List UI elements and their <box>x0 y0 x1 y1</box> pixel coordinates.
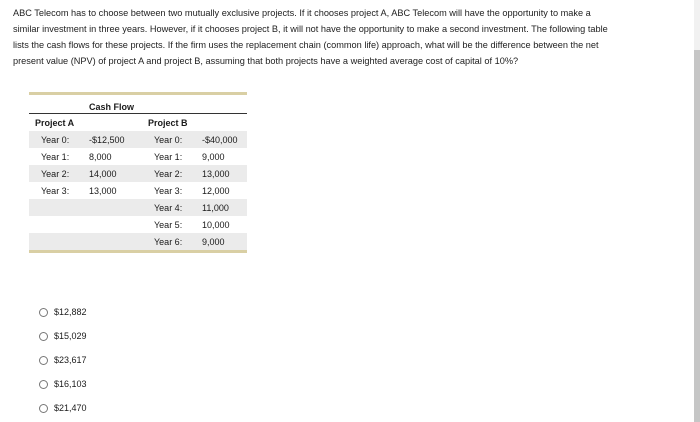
table-bottom-rule <box>29 250 247 253</box>
vertical-scrollbar[interactable] <box>694 0 700 422</box>
project-b-value: 12,000 <box>202 186 230 196</box>
answer-options <box>39 300 87 420</box>
radio-button-icon[interactable] <box>39 404 48 413</box>
project-b-header: Project B <box>148 118 188 128</box>
scrollbar-thumb[interactable] <box>694 50 700 422</box>
radio-button-icon[interactable] <box>39 308 48 317</box>
project-a-value: -$12,500 <box>89 135 125 145</box>
project-a-year: Year 2: <box>41 169 70 179</box>
project-a-value: 13,000 <box>89 186 117 196</box>
project-b-value: 10,000 <box>202 220 230 230</box>
project-b-year: Year 0: <box>154 135 183 145</box>
radio-button-icon[interactable] <box>39 356 48 365</box>
project-b-year: Year 2: <box>154 169 183 179</box>
project-a-year: Year 0: <box>41 135 70 145</box>
project-b-value: 13,000 <box>202 169 230 179</box>
project-a-header: Project A <box>35 118 75 128</box>
table-row <box>29 216 247 233</box>
project-b-year: Year 4: <box>154 203 183 213</box>
question-text: ABC Telecom has to choose between two mutually exclusive projects. If it chooses project A, ABC Telecom will have the opportunity to make a similar investment in three years. However, if it chooses project B, it will not have the opportunity to make a second investment. The following table lists the cash flows for these projects. If the firm uses the replacement chain (common life) approach, what will be the difference between the net present value (NPV) of project A and project B, assuming that both projects have a weighted average cost of capital of 10%? <box>13 8 608 66</box>
answer-option-2[interactable] <box>39 324 87 348</box>
project-b-year: Year 1: <box>154 152 183 162</box>
answer-option-1[interactable] <box>39 300 87 324</box>
project-a-year: Year 3: <box>41 186 70 196</box>
project-b-year: Year 6: <box>154 237 183 247</box>
table-header-row <box>29 113 247 131</box>
radio-button-icon[interactable] <box>39 332 48 341</box>
project-b-value: -$40,000 <box>202 135 238 145</box>
table-row <box>29 165 247 182</box>
answer-option-label[interactable]: $23,617 <box>54 355 87 365</box>
project-b-value: 9,000 <box>202 152 225 162</box>
project-b-value: 9,000 <box>202 237 225 247</box>
project-a-value: 14,000 <box>89 169 117 179</box>
answer-option-3[interactable] <box>39 348 87 372</box>
table-row <box>29 148 247 165</box>
table-row <box>29 233 247 250</box>
cash-flow-table <box>29 92 247 253</box>
answer-option-label[interactable]: $21,470 <box>54 403 87 413</box>
table-title-row <box>29 95 247 113</box>
project-a-value: 8,000 <box>89 152 112 162</box>
table-row <box>29 182 247 199</box>
answer-option-4[interactable] <box>39 372 87 396</box>
project-b-year: Year 3: <box>154 186 183 196</box>
table-row <box>29 199 247 216</box>
project-b-year: Year 5: <box>154 220 183 230</box>
radio-button-icon[interactable] <box>39 380 48 389</box>
project-b-value: 11,000 <box>202 203 229 213</box>
table-row <box>29 131 247 148</box>
table-title: Cash Flow <box>89 102 135 112</box>
answer-option-label[interactable]: $16,103 <box>54 379 87 389</box>
answer-option-5[interactable] <box>39 396 87 420</box>
answer-option-label[interactable]: $15,029 <box>54 331 87 341</box>
project-a-year: Year 1: <box>41 152 70 162</box>
answer-option-label[interactable]: $12,882 <box>54 307 87 317</box>
